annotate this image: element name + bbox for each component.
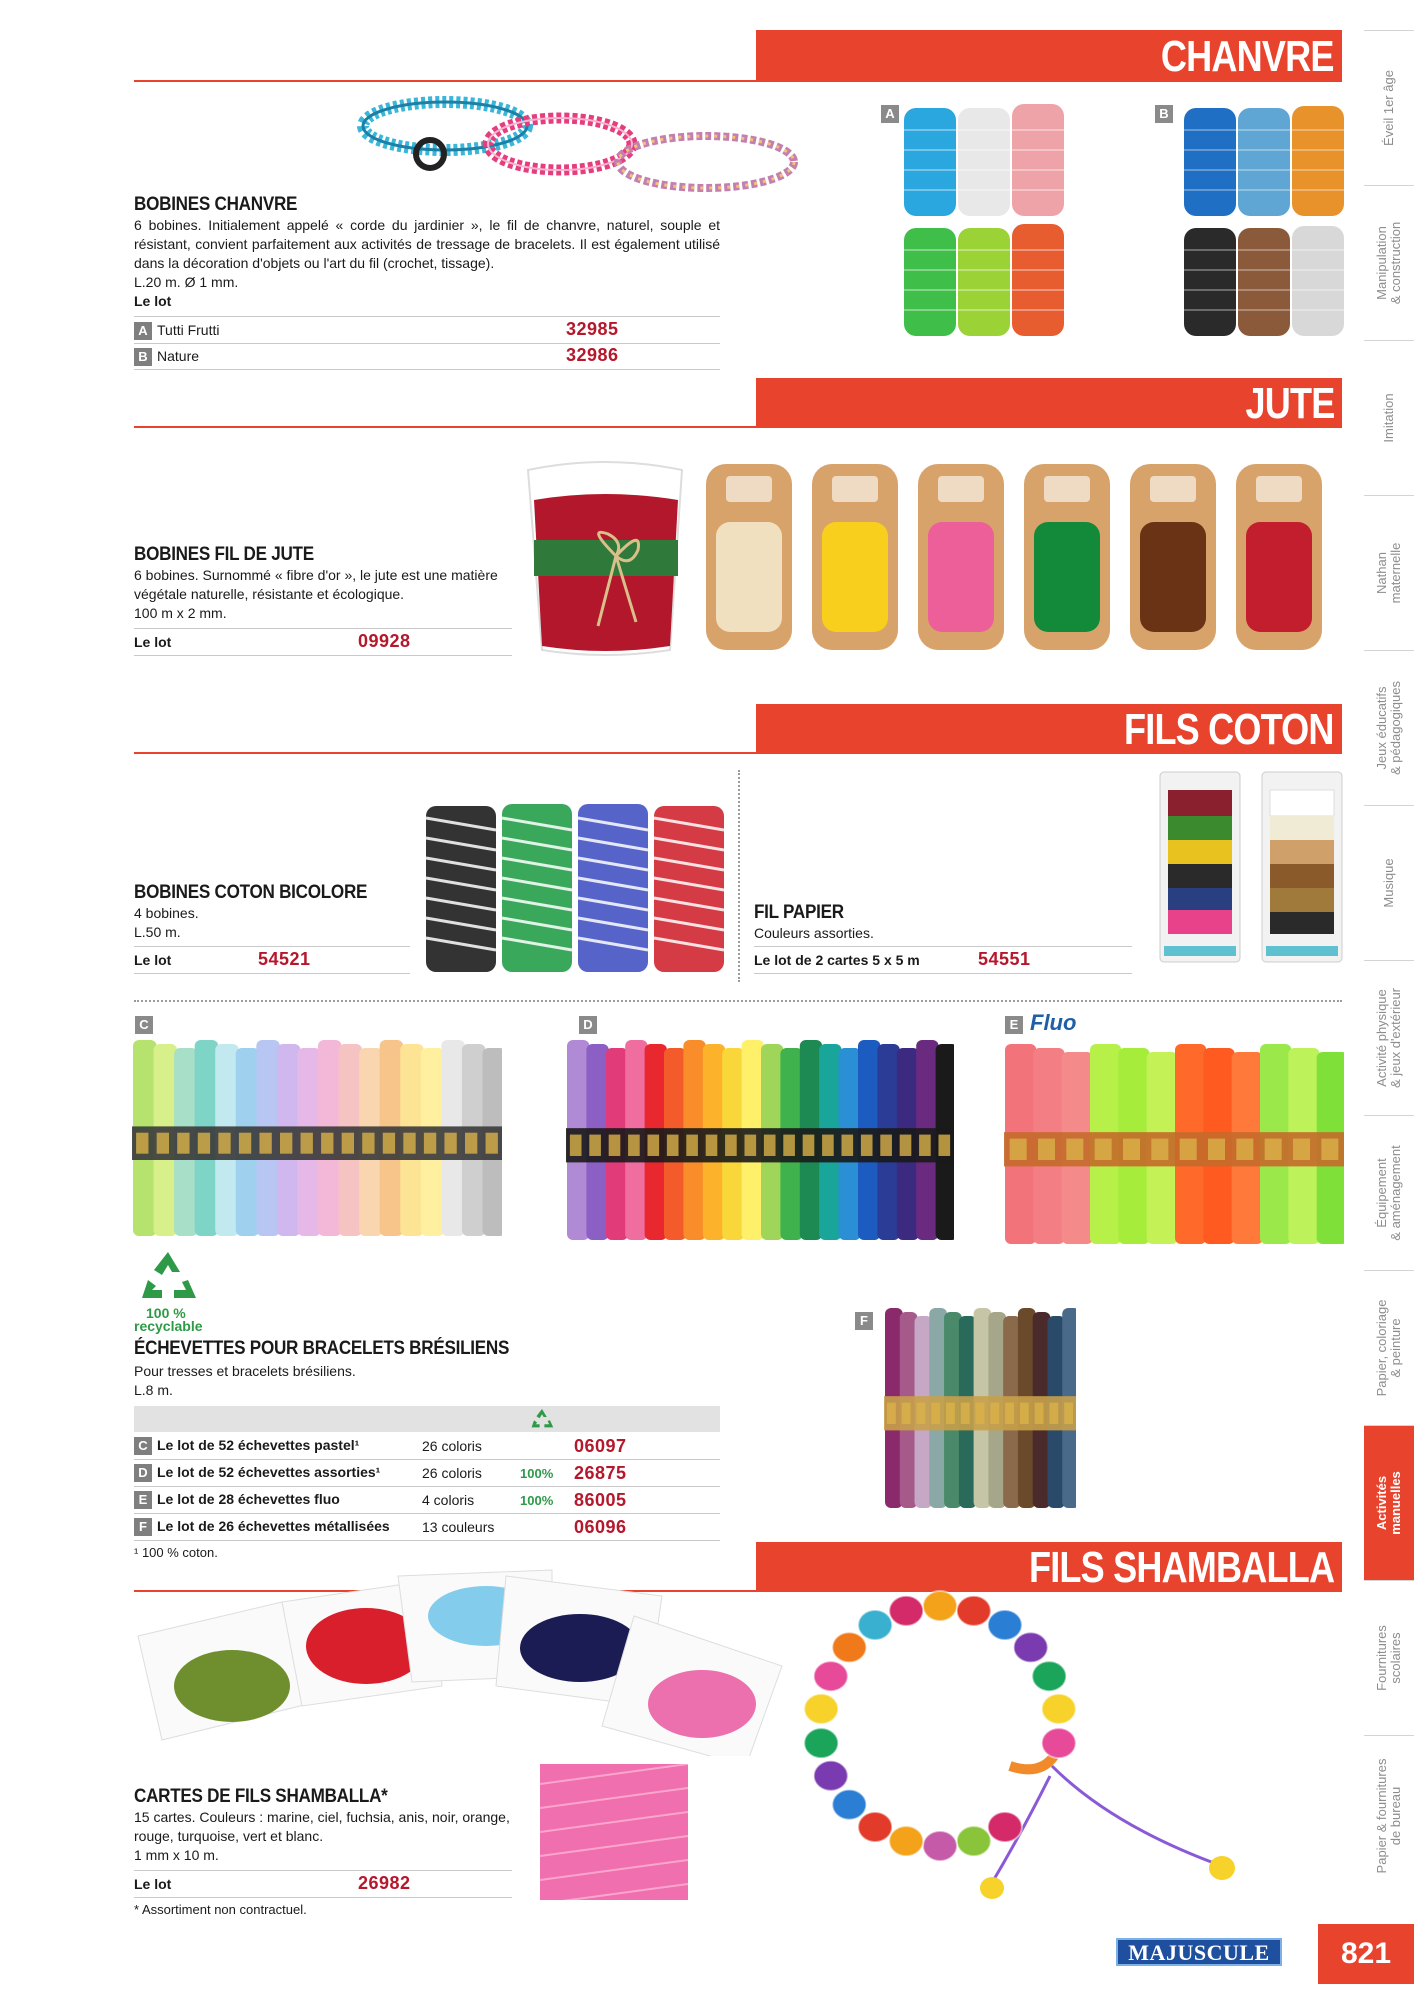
image-letter-c: C (134, 1015, 154, 1035)
recyclable-word: recyclable (134, 1318, 203, 1334)
side-tab[interactable] (1364, 495, 1414, 650)
product-description (134, 566, 512, 623)
side-tab[interactable] (1364, 185, 1414, 340)
reference-number: 32985 (566, 319, 619, 339)
variant-label: Tutti Frutti (157, 322, 220, 338)
side-tab-label: Activités manuelles (1374, 1471, 1403, 1535)
size-text: L.50 m. (134, 924, 181, 940)
description-text: Pour tresses et bracelets brésiliens. (134, 1363, 356, 1379)
metallic-skeins-image (884, 1302, 1076, 1516)
product-title: BOBINES COTON BICOLORE (134, 882, 368, 903)
side-tab-label: Nathan maternelle (1374, 542, 1403, 604)
reference-number: 09928 (358, 631, 411, 651)
skeins-table (134, 1433, 720, 1541)
unit-label: Le lot de 2 cartes 5 x 5 m (754, 952, 920, 968)
description-text: 15 cartes. Couleurs : marine, ciel, fuchsia, anis, noir, orange, rouge, turquoise, vert et blanc. (134, 1809, 510, 1844)
product-description (754, 924, 1132, 943)
variant-label: Le lot de 28 échevettes fluo (157, 1490, 340, 1507)
side-tab[interactable] (1364, 960, 1414, 1115)
unit-label: Le lot (134, 952, 172, 968)
table-header-band (134, 1406, 720, 1432)
jute-spools-image (706, 462, 1346, 652)
bicolor-cotton-spools-image (424, 798, 724, 978)
table-row (134, 1433, 720, 1460)
side-tab-label: Imitation (1381, 393, 1396, 443)
color-count: 4 coloris (422, 1492, 475, 1508)
side-tab[interactable] (1364, 805, 1414, 960)
page-number-text: 821 (1340, 1937, 1392, 1970)
side-tab[interactable] (1364, 340, 1414, 495)
divider (134, 1000, 1342, 1002)
shamballa-bracelet-image (800, 1576, 1280, 1906)
side-tab[interactable] (1364, 1270, 1414, 1425)
side-tab[interactable] (1364, 1735, 1414, 1895)
product-title: ÉCHEVETTES POUR BRACELETS BRÉSILIENS (134, 1338, 510, 1359)
recycle-icon (530, 1408, 554, 1430)
side-tab[interactable] (1364, 30, 1414, 185)
variant-label: Le lot de 52 échevettes pastel¹ (157, 1436, 360, 1453)
section-rule (134, 752, 756, 754)
variant-letter: E (134, 1491, 152, 1509)
side-tab-label: Musique (1381, 858, 1396, 908)
description-text: Couleurs assorties. (754, 925, 874, 941)
fluo-label: Fluo (1030, 1010, 1077, 1035)
description-text: 6 bobines. Initialement appelé « corde du jardinier », le fil de chanvre, naturel, souple et résistant, convient parfaitement aux activités de tressage de bracelets. Il est également utilisé dans la décoration d'objets ou l'art du fil (crochet, tissage). (134, 217, 720, 271)
size-text: 1 mm x 10 m. (134, 1847, 219, 1863)
image-letter-e: E (1004, 1015, 1024, 1035)
jute-cup-image (520, 460, 690, 660)
variant-letter: B (134, 348, 152, 366)
color-count: 26 coloris (422, 1438, 482, 1454)
description-text: 4 bobines. (134, 905, 199, 921)
reference-number: 06096 (574, 1516, 627, 1537)
product-title: BOBINES CHANVRE (134, 194, 298, 215)
table-row (134, 946, 410, 974)
image-letter-b: B (1154, 104, 1174, 124)
pastel-skeins-image (132, 1034, 502, 1244)
section-rule (134, 426, 756, 428)
table-row (134, 1487, 720, 1514)
variant-letter: C (134, 1437, 152, 1455)
table-row (134, 1514, 720, 1541)
divider (738, 770, 740, 982)
footnote: * Assortiment non contractuel. (134, 1902, 307, 1917)
image-letter-f: F (854, 1311, 874, 1331)
reference-number: 86005 (574, 1489, 627, 1510)
section-title: CHANVRE (1161, 32, 1334, 81)
section-header-fils-coton (756, 704, 1342, 754)
recyclable-value: 100% (520, 1465, 554, 1481)
reference-number: 26875 (574, 1462, 627, 1483)
recycle-icon (138, 1250, 198, 1304)
side-tab-label: Papier & fournitures de bureau (1374, 1758, 1403, 1873)
section-title: FILS SHAMBALLA (1028, 1543, 1334, 1592)
table-row (134, 1460, 720, 1487)
product-title: CARTES DE FILS SHAMBALLA* (134, 1786, 388, 1807)
section-header-jute (756, 378, 1342, 428)
section-header-chanvre (756, 30, 1342, 82)
reference-number: 26982 (358, 1873, 411, 1893)
color-count: 13 couleurs (422, 1519, 495, 1535)
page-number (1318, 1924, 1414, 1984)
section-rule (134, 80, 756, 82)
shamballa-cards-image (132, 1556, 792, 1756)
variant-letter: F (134, 1518, 152, 1536)
assorted-skeins-image (566, 1034, 954, 1248)
table-row (134, 628, 512, 656)
side-tab[interactable] (1364, 1425, 1414, 1580)
product-description (134, 1808, 512, 1865)
size-text: L.20 m. Ø 1 mm. (134, 274, 239, 290)
side-tab[interactable] (1364, 1580, 1414, 1735)
color-count: 26 coloris (422, 1465, 482, 1481)
side-tab[interactable] (1364, 650, 1414, 805)
reference-number: 54521 (258, 949, 311, 969)
image-letter-d: D (578, 1015, 598, 1035)
variant-label: Nature (157, 348, 200, 364)
table-row (134, 343, 720, 370)
side-tab-label: Papier, coloriage & peinture (1374, 1299, 1403, 1397)
footnote: ¹ 100 % coton. (134, 1545, 218, 1560)
side-tab-label: Équipement & aménagement (1374, 1145, 1403, 1241)
description-text: 6 bobines. Surnommé « fibre d'or », le jute est une matière végétale naturelle, résistante et écologique. (134, 567, 498, 602)
hemp-spools-nature-image (1180, 100, 1350, 345)
product-title: BOBINES FIL DE JUTE (134, 544, 314, 565)
hemp-bracelets-image (350, 92, 850, 202)
section-title: FILS COTON (1124, 705, 1334, 754)
brand-name: MAJUSCULE (1128, 1940, 1270, 1965)
product-description (134, 904, 410, 942)
brand-logo (1116, 1938, 1282, 1966)
table-row (754, 946, 1132, 974)
recyclable-percent: 100 % (146, 1305, 186, 1321)
variant-label: Le lot de 26 échevettes métallisées (157, 1517, 390, 1534)
variant-letter: A (134, 322, 152, 340)
unit-label: Le lot (134, 293, 172, 309)
side-tab-label: Jeux éducatifs & pédagogiques (1374, 681, 1403, 775)
side-navigation (1364, 30, 1414, 1900)
reference-number: 32986 (566, 345, 619, 365)
side-tab-label: Manipulation & construction (1374, 221, 1403, 305)
recyclable-value: 100% (520, 1492, 554, 1508)
variant-label: Le lot de 52 échevettes assorties¹ (157, 1463, 381, 1480)
unit-label: Le lot (134, 634, 172, 650)
pink-thread-swatch-image (540, 1764, 688, 1900)
fluo-skeins-image (1004, 1038, 1344, 1252)
paper-thread-cards-image (1158, 768, 1348, 968)
reference-number: 06097 (574, 1435, 627, 1456)
size-text: L.8 m. (134, 1382, 173, 1398)
side-tab-label: Fournitures scolaires (1374, 1625, 1403, 1691)
product-description (134, 216, 720, 311)
side-tab-label: Éveil 1er âge (1381, 70, 1396, 146)
image-letter-a: A (880, 104, 900, 124)
variant-letter: D (134, 1464, 152, 1482)
hemp-spools-tutti-frutti-image (900, 100, 1070, 345)
section-title: JUTE (1245, 379, 1334, 428)
side-tab-label: Activité physique & jeux d'extérieur (1374, 987, 1403, 1089)
side-tab[interactable] (1364, 1115, 1414, 1270)
table-row (134, 316, 720, 344)
reference-number: 54551 (978, 949, 1031, 969)
product-description (134, 1362, 720, 1400)
size-text: 100 m x 2 mm. (134, 605, 227, 621)
product-title: FIL PAPIER (754, 902, 844, 923)
table-row (134, 1870, 512, 1898)
unit-label: Le lot (134, 1876, 172, 1892)
